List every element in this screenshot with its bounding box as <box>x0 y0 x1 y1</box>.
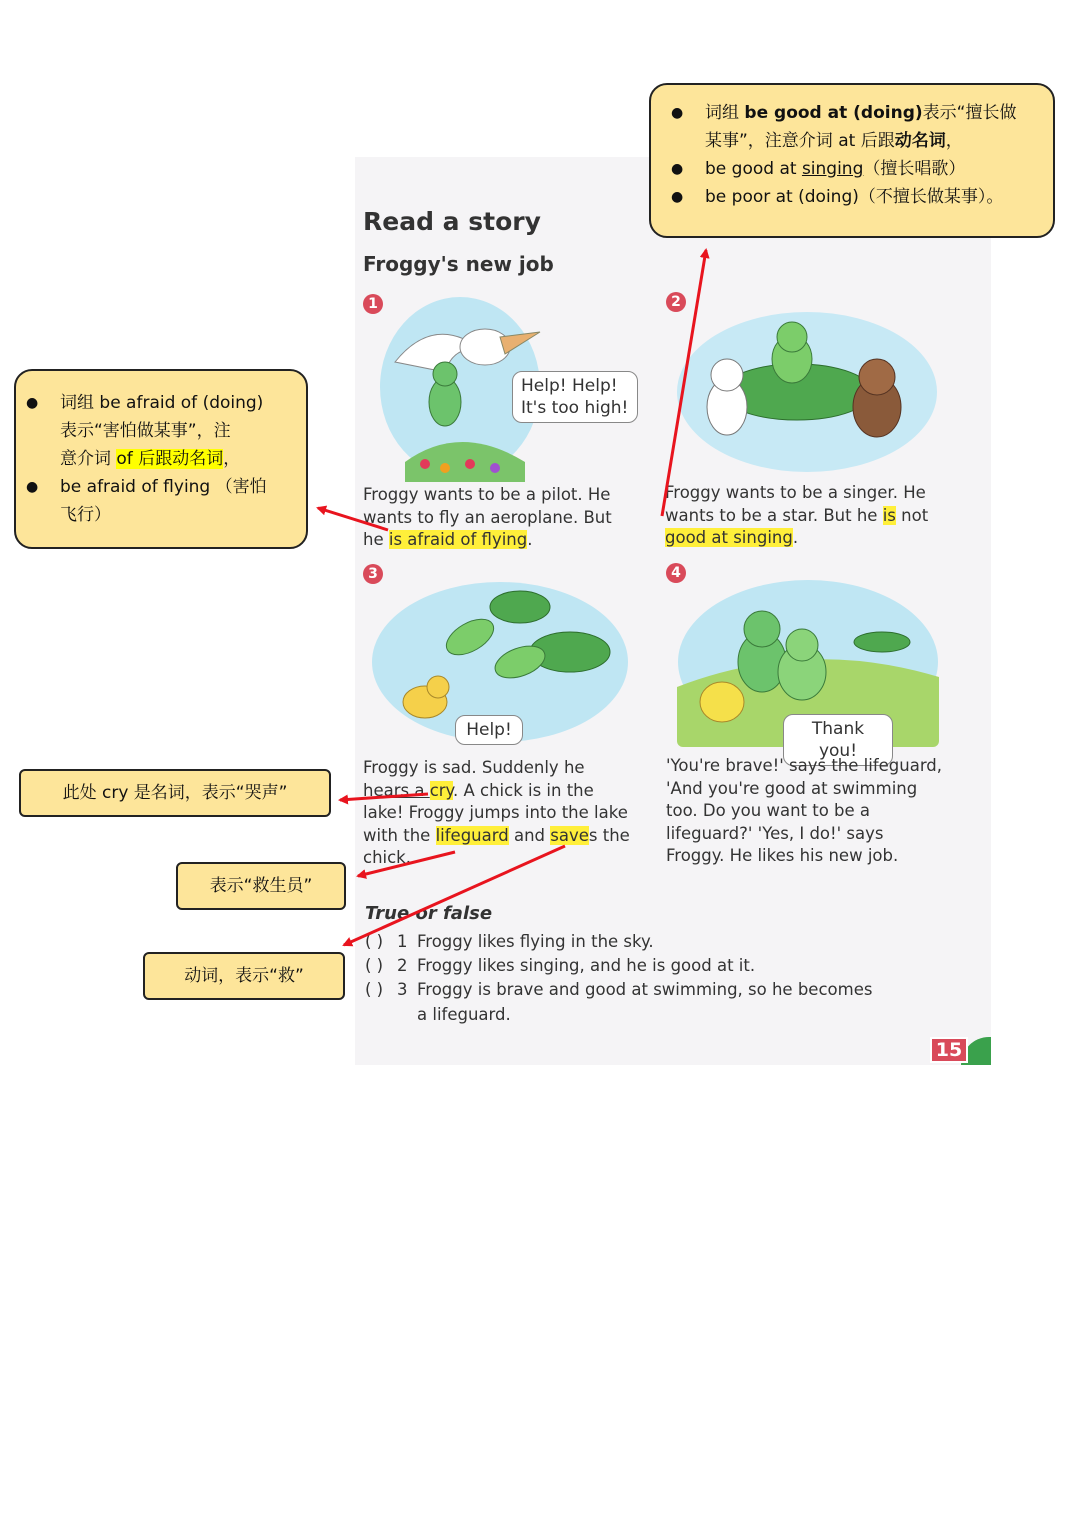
story4-line4: lifeguard?' 'Yes, I do!' says <box>666 823 884 843</box>
page-number: 15 <box>930 1037 968 1063</box>
note-text: be poor at (doing)（不擅长做某事）。 <box>705 187 1004 207</box>
story2-not: not <box>895 505 929 525</box>
panel-number-4: 4 <box>666 563 686 583</box>
story3-with-the: with the <box>363 825 436 845</box>
note-text: 词组 be afraid of (doing) <box>60 393 264 413</box>
story2-text: wants to be a star. But he <box>665 505 883 525</box>
note-bold-phrase: be good at (doing) <box>744 103 923 123</box>
note-text: 词组 <box>705 103 745 123</box>
highlight-lifeguard: lifeguard <box>435 825 509 845</box>
item-text: a lifeguard. <box>417 1005 511 1024</box>
note-text: be good at <box>705 159 802 179</box>
story3-line5: chick. <box>363 848 411 867</box>
highlight-save: save <box>550 825 589 845</box>
arrow-to-save-note <box>344 846 565 945</box>
arrow-to-good-at-note <box>662 250 706 516</box>
story4-line3: too. Do you want to be a <box>666 801 871 820</box>
note-lifeguard: 表示“救生员” <box>176 862 346 910</box>
note-text: be afraid of flying （害怕 <box>60 477 267 497</box>
story3-hears-a: hears a <box>363 780 430 800</box>
story3-text: . A chick is in the <box>452 780 594 800</box>
speech-bubble-help: Help! <box>455 715 523 745</box>
page-title: Read a story <box>363 207 541 236</box>
story1-period: . <box>527 530 533 549</box>
story1-line2: wants to fly an aeroplane. But <box>363 507 612 527</box>
note-text: ， <box>223 449 241 469</box>
highlight-is: is <box>882 505 896 525</box>
item-text: Froggy likes flying in the sky. <box>417 932 654 951</box>
story4-line5: Froggy. He likes his new job. <box>666 846 899 865</box>
story3-and: and <box>508 825 551 845</box>
story4-line1: 'You're brave!' says the lifeguard, <box>666 756 943 775</box>
bubble-line-1: Help! Help! <box>521 376 618 396</box>
story1-text: he <box>363 530 389 549</box>
item-number: 1 <box>397 932 408 951</box>
note-cry-noun: 此处 cry 是名词，表示“哭声” <box>19 769 331 817</box>
speech-bubble-thank-you: Thank you! <box>783 714 893 766</box>
note-highlight: of 后跟动名词 <box>116 449 224 469</box>
note-text: 意介词 <box>60 449 117 469</box>
item-number: 2 <box>397 956 408 975</box>
highlight-afraid-of-flying: is afraid of flying <box>388 530 528 549</box>
bubble-line-2: It's too high! <box>521 398 629 418</box>
item-number: 3 <box>397 980 408 999</box>
answer-blank[interactable]: ( ) <box>365 932 384 951</box>
note-save-verb: 动词，表示“救” <box>143 952 345 1000</box>
note-text: 表示“害怕做某事”，注 <box>60 421 231 441</box>
arrow-to-lifeguard-note <box>358 852 455 876</box>
story2-period: . <box>792 528 799 547</box>
item-text: Froggy likes singing, and he is good at it. <box>417 956 756 975</box>
highlight-cry: cry <box>429 780 453 800</box>
story1-line1: Froggy wants to be a pilot. He <box>363 485 611 504</box>
arrow-to-afraid-note <box>318 508 388 530</box>
note-text: （擅长唱歌） <box>863 159 966 179</box>
panel-number-1: 1 <box>363 294 383 314</box>
note-bold-gerund: 动名词 <box>894 131 946 151</box>
story3-line1: Froggy is sad. Suddenly he <box>363 758 585 777</box>
story3-line3: lake! Froggy jumps into the lake <box>363 803 628 822</box>
item-text: Froggy is brave and good at swimming, so he becomes <box>417 980 873 999</box>
answer-blank[interactable]: ( ) <box>365 980 384 999</box>
story-title: Froggy's new job <box>363 252 554 276</box>
panel-number-2: 2 <box>666 292 686 312</box>
note-text: 表示“擅长做 <box>922 103 1017 123</box>
highlight-good-at-singing: good at singing <box>665 528 793 547</box>
note-text: 某事”，注意介词 at 后跟 <box>705 131 895 151</box>
note-text: 飞行） <box>60 505 111 525</box>
story4-line2: 'And you're good at swimming <box>666 778 918 798</box>
true-false-title: True or false <box>365 903 493 924</box>
answer-blank[interactable]: ( ) <box>365 956 384 975</box>
note-text: ， <box>945 131 963 151</box>
panel-number-3: 3 <box>363 564 383 584</box>
arrow-to-cry-note <box>340 794 428 800</box>
note-underline-singing: singing <box>801 159 864 179</box>
story3-s-the: s the <box>588 825 630 845</box>
story2-line1: Froggy wants to be a singer. He <box>665 483 926 502</box>
